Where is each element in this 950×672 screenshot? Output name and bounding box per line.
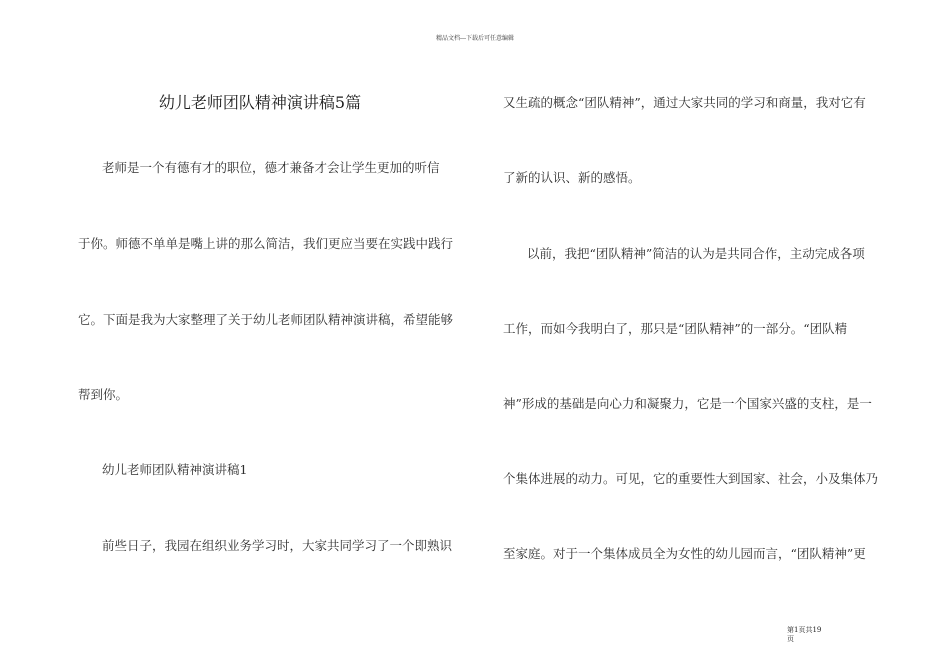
paragraph-line: 帮到你。 — [78, 387, 129, 402]
paragraph-line: 了新的认识、新的感悟。 — [503, 170, 641, 185]
paragraph-line: 于你。师德不单单是嘴上讲的那么简洁，我们更应当要在实践中践行 — [78, 236, 454, 251]
header-note: 精品文档---下载后可任意编辑 — [435, 35, 515, 42]
paragraph-line: 老师是一个有德有才的职位，德才兼备才会让学生更加的听信 — [102, 160, 440, 175]
page-number — [787, 626, 847, 644]
page-number-line2: 页 — [787, 635, 794, 643]
paragraph-line: 神”形成的基础是向心力和凝聚力，它是一个国家兴盛的支柱，是一 — [503, 396, 872, 411]
paragraph-line: 个集体进展的动力。可见，它的重要性大到国家、社会，小及集体乃 — [503, 471, 879, 486]
paragraph-line: 它。下面是我为大家整理了关于幼儿老师团队精神演讲稿，希望能够 — [78, 312, 454, 327]
page-number-line1: 第1页共19 — [787, 626, 822, 634]
paragraph-line: 工作，而如今我明白了，那只是“团队精神”的一部分。“团队精 — [503, 321, 848, 336]
paragraph-line: 前些日子，我园在组织业务学习时，大家共同学习了一个即熟识 — [102, 538, 453, 553]
paragraph-line: 以前，我把“团队精神”简洁的认为是共同合作，主动完成各项 — [527, 246, 865, 261]
section-heading: 幼儿老师团队精神演讲稿1 — [102, 462, 248, 477]
document-title: 幼儿老师团队精神演讲稿5篇 — [158, 93, 362, 112]
paragraph-line: 至家庭。对于一个集体成员全为女性的幼儿园而言，“团队精神”更 — [503, 546, 866, 561]
paragraph-line: 又生疏的概念“团队精神”，通过大家共同的学习和商量，我对它有 — [503, 95, 866, 110]
